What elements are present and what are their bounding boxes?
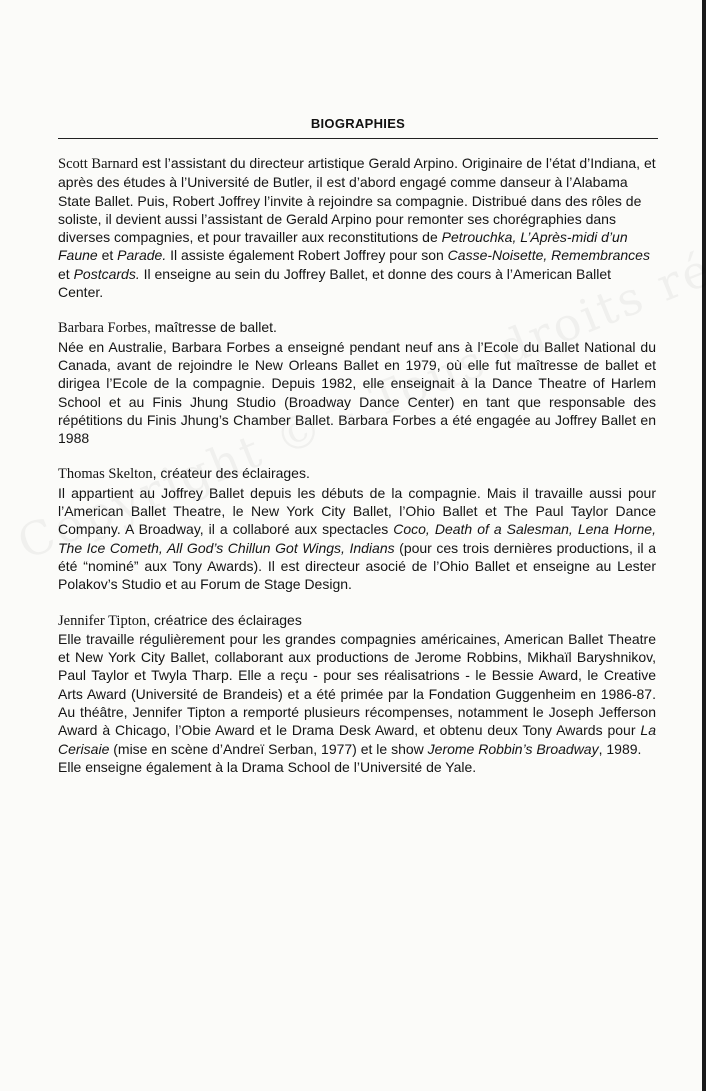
bio-text-segment: Il appartient au Joffrey Ballet depuis les débuts de la compagnie. Mais il travaille aussi pour l’American Ballet Theatre, le New York City Ballet, l’Ohio Ballet et The Paul Taylor Dance Company. A Broadway, il a collaboré aux spectacles (58, 484, 656, 538)
bio-text-segment: Il enseigne au sein du Joffrey Ballet, et donne des cours à l’American Ballet Center. (58, 265, 612, 301)
page-header (58, 116, 658, 139)
bio-text-segment: (pour ces trois dernières productions, il a été “nominé” aux Tony Awards). Il est directeur asocié de l’Ohio Ballet et enseigne au Lester Polakov’s Studio et au Forum de Stage Design. (58, 539, 656, 593)
bio-role: , créatrice des éclairages (146, 611, 302, 628)
bio-text-segment: et (58, 265, 74, 282)
bio-text-segment: Il assiste également Robert Joffrey pour son (166, 247, 448, 264)
bio-name: Scott Barnard (58, 156, 139, 172)
work-title: Casse-Noisette, Remembrances (447, 247, 650, 264)
bio-name: Barbara Forbes (58, 320, 147, 337)
work-title: Postcards. (73, 265, 140, 282)
bio-jennifer-tipton (58, 611, 656, 777)
bio-text-segment: (mise en scène d’Andreï Serban, 1977) et le show (109, 740, 428, 757)
bio-text-segment: et (97, 247, 118, 264)
bio-role: , créateur des éclairages. (152, 465, 310, 482)
bio-name: Jennifer Tipton (58, 612, 147, 629)
bio-text-final-line: Elle enseigne également à la Drama School de l’Université de Yale. (58, 758, 477, 775)
bio-thomas-skelton (58, 464, 656, 593)
bio-name: Thomas Skelton (58, 466, 153, 483)
bio-heading (58, 318, 656, 337)
work-title: Coco, Death of a Salesman, Lena Horne, The Ice Cometh, All God’s Chillun Got Wings, Indians (58, 521, 656, 556)
work-title: Parade. (117, 247, 167, 264)
bio-text-segment: est l’assistant du directeur artistique Gerald Arpino. Originaire de l’état d’Indiana, et après des études à l’Université de Butler, il est d’abord engagé comme danseur à l’Alabama State Ballet. Puis, Robert Joffrey l’invite à rejoindre sa compagnie. Distribué dans des rôles de soliste, il devient aussi l’assistant de Gerald Arpino pour remonter ses chorégraphies dans diverses compagnies, et pour travailler aux reconstitutions de (58, 155, 656, 246)
bio-text-segment: , 1989. (598, 740, 642, 757)
biographies-content (58, 154, 656, 793)
page-title: BIOGRAPHIES (310, 116, 406, 131)
work-title: Petrouchka, L’Après-midi d’un Faune (58, 229, 628, 264)
work-title: La Cerisaie (58, 722, 656, 757)
bio-text (58, 484, 656, 594)
bio-text-segment: Elle travaille régulièrement pour les grandes compagnies américaines, American Ballet Theatre et New York City Ballet, collaborant aux productions de Jerome Robbins, Mikhaïl Baryshnikov, Paul Taylor et Twyla Tharp. Elle a reçu - pour ses réalisatrions - le Bessie Award, le Creative Arts Award (Université de Brandeis) et a été primée par la Fondation Guggenheim en 1986-87. Au théâtre, Jennifer Tipton a remporté plusieurs récompenses, notamment le Joseph Jefferson Award à Chicago, l’Obie Award et le Drama Desk Award, et obtenu deux Tony Awards pour (58, 630, 656, 739)
bio-text (58, 155, 656, 300)
bio-scott-barnard (58, 154, 656, 301)
work-title: Jerome Robbin’s Broadway (427, 740, 599, 757)
bio-text: Née en Australie, Barbara Forbes a enseigné pendant neuf ans à l’Ecole du Ballet National du Canada, avant de rejoindre le New Orleans Ballet en 1979, où elle fut maîtresse de ballet et dirigea l’Ecole de la compagnie. Depuis 1982, elle enseignait à la Dance Theatre of Harlem School et au Finis Jhung Studio (Broadway Dance Center) en tant que responsable des répétitions du Finis Jhung’s Chamber Ballet. Barbara Forbes a été engagée au Joffrey Ballet en 1988 (58, 338, 656, 447)
bio-heading (58, 611, 656, 630)
bio-heading (58, 464, 656, 483)
bio-barbara-forbes (58, 318, 656, 447)
bio-role: , maîtresse de ballet. (146, 319, 277, 336)
bio-text (58, 630, 656, 758)
